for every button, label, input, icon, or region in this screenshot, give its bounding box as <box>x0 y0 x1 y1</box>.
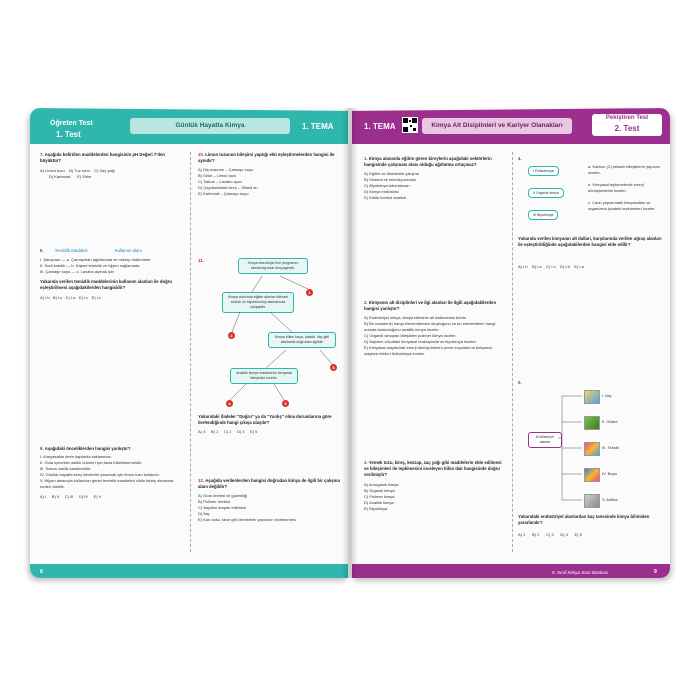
question-11-stem: Yukarıdaki ifadeler "Doğru" ya da "Yanlış" olma durumlarına göre ilerlendiğinde hangi çıkışa ulaşılır? A) 4 B) 1 C) 2 D) 3 E) 5 <box>198 414 332 435</box>
flow-box-2: Kimya alanında eğitim alanlar bilimsel sözlük ve biyoteknoloji alanlarında çalışabilir. <box>222 292 294 313</box>
right-footer <box>352 564 670 578</box>
right-tema: 1. TEMA <box>364 122 396 131</box>
question-11-number: 11. <box>198 258 204 263</box>
q5-options: A) 1 B) 2 C) 3 D) 4 E) 5 <box>518 532 582 537</box>
flow-box-3: Kimya bilimi boya, plastik, ilaç gibi alanlarda doğrudan ilgilidir. <box>268 332 336 348</box>
ilac-image <box>584 390 600 404</box>
right-test-number: 2. Test <box>614 124 640 133</box>
exit-4: 4 <box>226 400 233 407</box>
question-3: 3. Yemek tuzu, kireç, kezzap, zaç yağı gibi maddelerin elde edilmesi ve bileşimleri ile tepkimesini inceleyen bilim dalı hangisinde doğru verilmiştir? A) Anorganik kimya B) Organik kimya C) Polimer kimya D) Analitik kimya E) Biyokimya <box>364 460 502 511</box>
left-section-title: Günlük Hayatta Kimya <box>130 118 290 134</box>
q5-stem: Yukarıdaki endüstriyel alanlardan kaç tanesinde kimya bilimiden yararlanılır? <box>518 514 650 526</box>
tekstil-image <box>584 442 600 456</box>
exit-2: 2 <box>228 332 235 339</box>
left-footer <box>30 564 348 578</box>
flow-box-1: Kimya teknolojisi ileri programın tamamlayıcılar kimyagerdir. <box>238 258 308 274</box>
item-boya: IV. Boya <box>602 471 617 476</box>
boya-image <box>584 468 600 482</box>
q4-options: A) I.b B) I.a C) I.c D) I.b E) I.a <box>518 264 584 269</box>
right-section-title: Kimya Alt Disiplinleri ve Kariyer Olanakları <box>422 118 572 134</box>
industrial-center-box: Endüstriyel alanlar <box>528 432 562 448</box>
question-1: 1. Kimya alanında eğitim gören bireylerin aşağıdaki sektörlerin hangisinde çalışması olası olduğu ağıtlatma ortaçmaz? A) Eğitim ve Akademik çalışma B) Sinema ve televizyonculuk C) Biyokimya laboratuvarı D) Kimya endüstrisi E) Kalite kontrol analisti <box>364 156 492 201</box>
question-7: 7. Aşağıda belirtilen maddelerden hangisinin pH Değeri 7'den büyüktür? A) Limon tuzu B) Tuz ruhu C) Zaç yağı D) Karbonat E) Sirke <box>40 152 165 180</box>
right-page <box>352 108 670 578</box>
right-page-number: 9 <box>654 569 657 575</box>
question-12: 12. Aşağıda verilenlerden hangisi doğrudan kimya ile ilgili bir çalışma alanı değildir? A) Gıda üretimi ve güvenliği B) Polimer üretimi C) İlaçların tespite edilmesi D) İlaç E) Kan doku, idrar gibi örneklerin yapısının incelenmesi <box>198 478 340 523</box>
q5-connectors <box>352 108 670 578</box>
flow-box-4: Analitik kimya maddelerin kimyasal bileşimini inceler. <box>230 368 298 384</box>
question-10: 10. Limon tuzunun bileşimi yaptığı etki eşleştirmelerden hangisi ile aynıdır? A) Diş macunu – Çamaşır suyu B) Sirke – Limon tuzu C) Sabun – Lavabo açıcı D) Çaydanlıktaki kireç – Sirkeli su E) Karbonat – Çamaşır suyu <box>198 152 335 197</box>
exit-5: 5 <box>330 364 337 371</box>
chip-fizikokimya: I Fizikokimya <box>528 166 559 176</box>
antika-image <box>584 494 600 508</box>
question-2: 2. Kimyanın alt disiplinleri ve ilgi alanları ile ilgili aşağıdakilerden hangisi yanlıştır? A) Endüstriyel kimya, kimya biliminin alt dallarından biridir. B) Bir maddenin hangi elementlerden oluştuğunu ve bu elementlerin hangi oranda bulunduğunu analitik kimya inceler. C) Organik simayan bileşikleri polimer kimya inceler. D) İlaçların vücuttaki kimyasal reaksiyonlarını biyokimya inceler. E) Kimyasal olaylardaki enerji dönüşümlerini çevre koşullarının kimyasal olaylara etkileri fizikokimya inceler. <box>364 300 497 357</box>
left-test-number: 1. Test <box>56 130 81 139</box>
left-tema: 1. TEMA <box>302 122 334 131</box>
right-footer-text: 9. Sınıf Kimya Soru Bankası <box>552 570 609 575</box>
question-4-number: 4. <box>518 156 522 161</box>
item-ilac: I. İlaç <box>602 393 612 398</box>
item-gubre: II. Gübre <box>602 419 618 424</box>
chip-organik-kimya: II Organik kimya <box>528 188 564 198</box>
gubre-image <box>584 416 600 430</box>
q4-stem: Yukarıda verilen kimyanın alt dalları, karşılarında verilen uğraş alanları ile eşleştirildiğinde aşağıdakilerden hangisi elde edilir? <box>518 236 662 248</box>
left-page-number: 8 <box>40 569 43 575</box>
left-test-label: Öğreten Test <box>50 120 93 127</box>
exit-3: 3 <box>282 400 289 407</box>
question-9: 9. Aşağıdaki önceliklerden hangisi yanlıştır? I. Kimyasallar derin kaplarda saklanmaz. II. Gıda içecekler asitlik ürünleri için fazla tüketilmemelidir. III. Sabun asidik karakterlidir. IV. Günlük hayatta kireç lekelerini çıkarmak için limon tuzu kullanılır. V. Hijyen amacıyla kullanılan genel temizlik maddeleri cildin tahriş olmasına neden olabilir. A) I B) II C) III D) IV E) V <box>40 446 174 500</box>
item-tekstil: III. Tekstil <box>602 445 619 450</box>
right-test-label: Pekiştiren Test <box>605 115 649 121</box>
book-spine <box>342 108 358 578</box>
open-book <box>30 108 670 578</box>
question-8: 8. Temizlik Maddesi Kullanım alanı I. Şampuan — a. Çamaşırları ağartmada ve mikrop öldürmede II. Sodi krastik — b. Kişisel temizlik ve hijyen sağlamada III. Çamaşır suyu — c. Lavabo açmak için Yukarıda verilen temizlik maddelerinin kullanım alanları ile doğru eşleştirilmesi aşağıdakilerden hangisidir? A) I.b B) I.c C) I.a D) I.c E) I.c <box>40 248 173 300</box>
question-5-number: 5. <box>518 380 522 385</box>
left-page <box>30 108 348 578</box>
exit-1: 1 <box>306 289 313 296</box>
chip-biyokimya: III Biyokimya <box>528 210 558 220</box>
item-antika: V. Antika <box>602 497 618 502</box>
q4-descriptions: a. Karbon (C) tabanlı bileşiklerin yapısını inceler. b. Kimyasal tepkimelerde enerji dönüşümlerini inceler. c. Canlı yapısındaki kimyasalları ve organizma içindeki tepkimeleri inceler. <box>588 164 661 211</box>
